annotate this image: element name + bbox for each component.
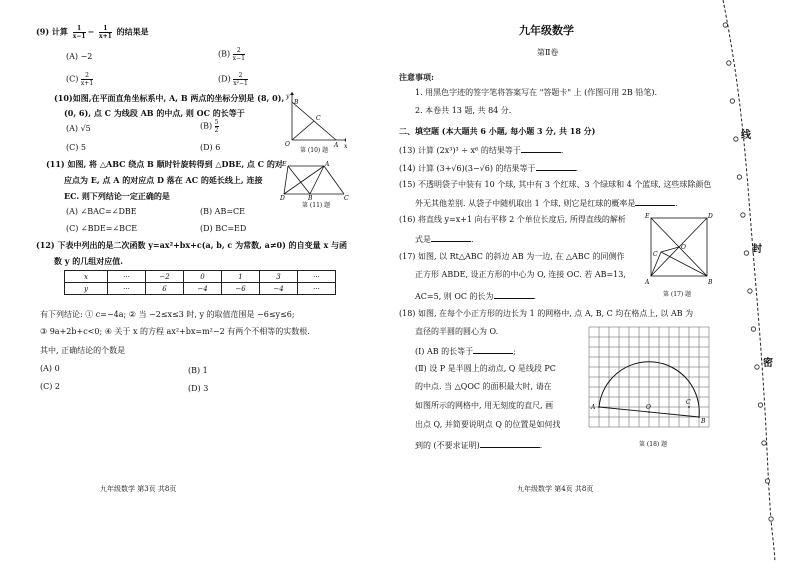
q18-line5: 的中点. 当 △QOC 的面积最大时, 请在 — [415, 382, 552, 391]
q10-figure-caption: 第 (10) 题 — [300, 147, 329, 154]
q13: (13) 计算 (2x³)³ ÷ x⁶ 的结果等于 . — [399, 146, 564, 155]
q18-answer-blank-1 — [473, 345, 513, 354]
table-cell: 0 — [184, 271, 222, 283]
q11-line1: (11) 如图, 将 △ABC 绕点 B 顺时针旋转得到 △DBE, 点 C 的对 — [46, 159, 283, 169]
q11-fig-b-label: B — [308, 195, 313, 200]
q12-line3: 有下列结论: ① c=−4a; ② 当 −2≤x≤3 时, y 的取值范围是 −6≤y≤6; — [40, 310, 295, 319]
binding-hole — [751, 327, 755, 331]
q15-answer-blank — [635, 197, 675, 206]
q15-line2: 外无其他差别. 从袋子中随机取出 1 个球, 则它是红球的概率是 . — [415, 199, 678, 208]
q12-line2: 数 y 的几组对应值. — [54, 256, 124, 266]
q17-figure — [643, 212, 715, 292]
q11-fig-a-label: A — [325, 161, 330, 168]
q10-fig-x-label: x — [344, 143, 348, 150]
exam-page-4 — [395, 0, 715, 562]
q17-figure-caption: 第 (17) 题 — [663, 291, 692, 298]
point-label-o: O — [646, 404, 651, 411]
seal-char-secret: 密 — [763, 358, 773, 369]
q17-fig-c-label: C — [653, 251, 658, 258]
q12-value-table — [64, 270, 336, 295]
table-cell: 1 — [222, 271, 260, 283]
binding-hole — [744, 251, 748, 255]
binding-hole — [727, 61, 731, 65]
page-title: 九年级数学 — [519, 24, 574, 37]
q11-fig-c-label: C — [344, 195, 349, 200]
binding-hole — [762, 441, 766, 445]
q18-line4: (Ⅱ) 设 P 是半圆上的动点, Q 是线段 PC — [415, 364, 556, 373]
notice-item-1: 1. 用黑色字迹的签字笔将答案写在 "答题卡" 上 (作图可用 2B 铅笔). — [415, 88, 658, 97]
binding-hole — [741, 213, 745, 217]
table-cell: −4 — [184, 283, 222, 295]
q10-fig-b-label: B — [294, 99, 299, 106]
binding-hole — [723, 23, 727, 27]
q11-fig-e-label: E — [282, 161, 287, 168]
q9-option-c: (C) $\frac{2}{x+1}$ — [66, 72, 94, 87]
q12-line1: (12) 下表中列出的是二次函数 y=ax²+bx+c(a, b, c 为常数, a≠0) 的自变量 x 与函 — [36, 240, 348, 250]
q12-option-b: (B) 1 — [188, 366, 208, 375]
q10-option-d: (D) 6 — [200, 143, 221, 152]
q10-line2: (0, 6), 点 C 为线段 AB 的中点, 则 OC 的长等于 — [64, 108, 245, 118]
q12-table-row-x — [65, 271, 336, 283]
table-cell: −4 — [260, 283, 298, 295]
notice-heading: 注意事项: — [399, 72, 434, 82]
table-cell: ··· — [298, 283, 336, 295]
volume-title: 第Ⅱ卷 — [537, 48, 559, 57]
seal-char-line: 线 — [741, 130, 751, 141]
q11-option-d: (D) BC=ED — [200, 224, 247, 233]
q14-answer-blank — [536, 162, 576, 171]
q11-fig-d-label: D — [280, 195, 285, 200]
q17-fig-e-label: E — [645, 213, 650, 220]
q18-line6: 如图所示的网格中, 用无刻度的直尺, 画 — [415, 401, 554, 410]
binding-hole — [758, 403, 762, 407]
table-cell: −6 — [222, 283, 260, 295]
q17-line3: AC=5, 则 OC 的长为 . — [415, 292, 537, 301]
q11-option-b: (B) AB=CE — [200, 207, 245, 216]
q11-figure — [280, 160, 352, 200]
table-cell: −2 — [146, 271, 184, 283]
binding-hole — [769, 517, 773, 521]
binding-hole — [737, 175, 741, 179]
point-o — [648, 411, 650, 413]
q10-fig-a-label: A — [334, 142, 339, 149]
table-cell: ··· — [298, 271, 336, 283]
q17-fig-b-label: B — [708, 279, 713, 286]
binding-hole — [765, 479, 769, 483]
binding-hole — [734, 137, 738, 141]
seal-char-seal: 封 — [752, 244, 762, 255]
q18-grid-figure — [585, 323, 717, 440]
point-label-c: C — [686, 399, 691, 406]
q17-line2: 正方形 ABDE, 设正方形的中心为 O, 连接 OC. 若 AB=13, — [415, 270, 626, 279]
table-cell: 6 — [146, 283, 184, 295]
q17-fig-a-label: A — [645, 279, 650, 286]
section-2-heading: 二、填空题 (本大题共 6 小题, 每小题 3 分, 共 18 分) — [399, 126, 596, 136]
point-label-b: B — [701, 418, 706, 425]
q17-fig-o-label: O — [681, 244, 686, 251]
point-c — [688, 406, 690, 408]
q9-option-d: (D) $\frac{2}{\text{x²−1}}$ — [218, 72, 248, 87]
point-a — [598, 406, 600, 408]
q16-answer-blank — [431, 233, 471, 242]
table-cell: ··· — [108, 271, 146, 283]
q18-line2: 直径的半圆的圆心为 O. — [415, 327, 499, 336]
q12-line4: ③ 9a+2b+c<0; ④ 关于 x 的方程 ax²+bx=m²−2 有两个不相等的实数根. — [40, 327, 310, 336]
q10-line1: (10)如图,在平面直角坐标系中, A, B 两点的坐标分别是 (8, 0), — [54, 93, 285, 103]
q14: (14) 计算 (3+√6)(3−√6) 的结果等于 . — [399, 164, 579, 173]
q16-line1: (16) 将直线 y=x+1 向右平移 2 个单位长度后, 所得直线的解析 — [399, 215, 626, 224]
exam-page-3 — [0, 0, 395, 562]
q11-option-c: (C) ∠BDE=∠BCE — [66, 224, 138, 233]
seal-line — [715, 0, 794, 562]
q10-option-b: (B) $\frac{5}{2}$ — [200, 119, 219, 134]
point-b — [698, 416, 700, 418]
q18-line8: 到的 (不要求证明) . — [415, 441, 543, 450]
q10-option-a: (A) √5 — [66, 124, 91, 133]
q10-fig-c-label: C — [316, 115, 321, 122]
q10-option-c: (C) 5 — [66, 143, 86, 152]
q10-fig-y-label: y — [286, 93, 290, 100]
q13-answer-blank — [521, 144, 561, 153]
binding-hole — [730, 99, 734, 103]
q12-option-d: (D) 3 — [188, 384, 209, 393]
q11-figure-caption: 第 (11) 题 — [302, 202, 331, 209]
q18-part1: (Ⅰ) AB 的长等于 ; — [415, 347, 516, 356]
q11-option-a: (A) ∠BAC=∠DBE — [66, 207, 137, 216]
q15-line1: (15) 不透明袋子中装有 10 个球, 其中有 3 个红球、3 个绿球和 4 个蓝球, 这些球除颜色 — [399, 180, 712, 189]
q16-line2: 式是 . — [415, 235, 474, 244]
table-cell: 3 — [260, 271, 298, 283]
q17-answer-blank — [494, 290, 534, 299]
binding-hole — [755, 365, 759, 369]
q10-figure — [282, 88, 352, 154]
q12-table-row-y — [65, 283, 336, 295]
q9-option-b: (B) $\frac{2}{x-1}$ — [218, 47, 245, 62]
page-footer-right: 九年级数学 第4页 共8页 — [517, 485, 594, 493]
point-label-a: A — [591, 404, 596, 411]
q18-line1: (18) 如图, 在每个小正方形的边长为 1 的网格中, 点 A, B, C 均在格点上, 以 AB 为 — [399, 309, 694, 318]
q9-stem: (9) 计算 $\frac{1}{x-1}$ − $\frac{1}{x+1}$ 的结果是 — [36, 25, 149, 40]
notice-item-2: 2. 本卷共 13 题, 共 84 分. — [415, 106, 512, 115]
q18-figure-caption: 第 (18) 题 — [639, 441, 668, 448]
q12-option-c: (C) 2 — [40, 382, 60, 391]
table-cell: y — [65, 283, 108, 295]
q17-fig-d-label: D — [708, 213, 713, 220]
table-cell: ··· — [108, 283, 146, 295]
q10-fig-o-label: O — [285, 141, 290, 148]
page-footer-left: 九年级数学 第3页 共8页 — [100, 485, 177, 493]
q18-answer-blank-2 — [480, 439, 540, 448]
q11-line3: EC. 则下列结论一定正确的是 — [64, 191, 170, 201]
binding-hole — [748, 289, 752, 293]
q9-option-a: (A) −2 — [66, 52, 93, 61]
q11-line2: 应点为 E, 点 A 的对应点 D 落在 AC 的延长线上, 连接 — [64, 175, 263, 185]
q12-line5: 其中, 正确结论的个数是 — [40, 346, 126, 355]
q18-line7: 出点 Q, 并简要说明点 Q 的位置是如何找 — [415, 420, 561, 429]
binding-margin — [715, 0, 794, 562]
q17-line1: (17) 如图, 以 Rt△ABC 的斜边 AB 为一边, 在 △ABC 的同侧作 — [399, 252, 625, 261]
table-cell: x — [65, 271, 108, 283]
q12-option-a: (A) 0 — [40, 364, 60, 373]
